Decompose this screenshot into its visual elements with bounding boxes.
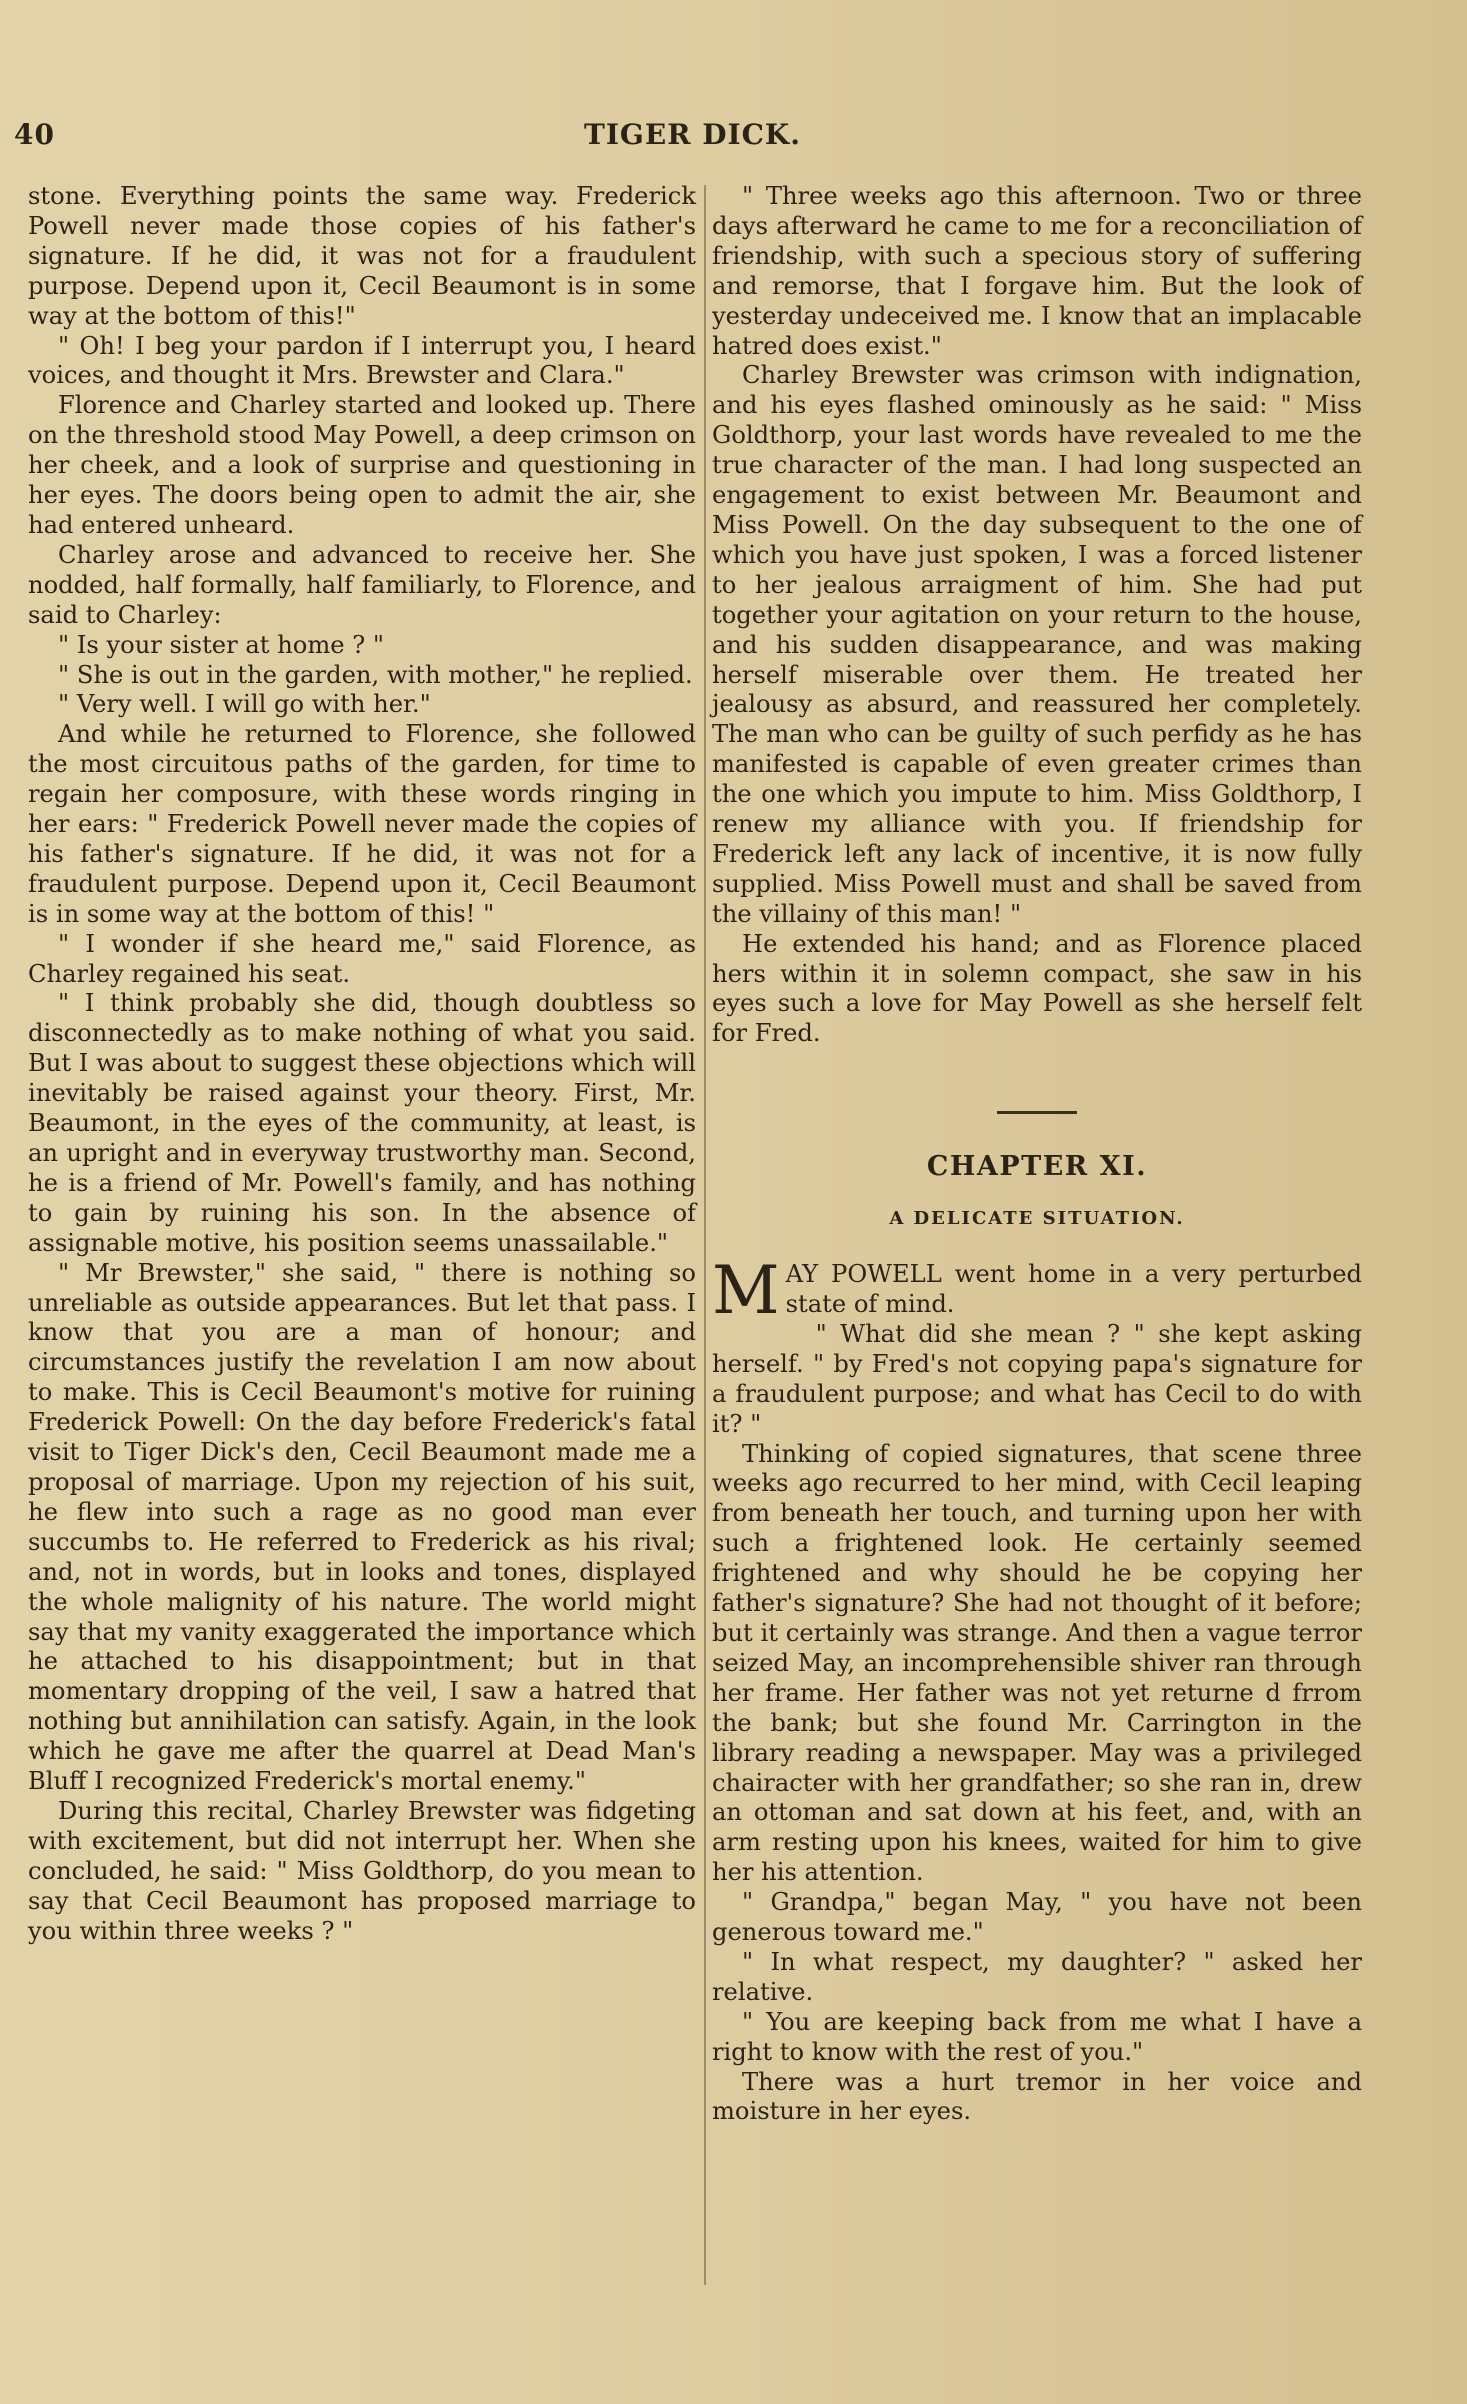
paragraph: " Mr Brewster," she said, " there is nothing so unreliable as outside appearances. But let that pass. I know that you are a man of honour; and circumstances justify the revelation I am now about to make. This is Cecil Beaumont's motive for ruining Frederick Powell: On the day before Frederick's fatal visit to Tiger Dick's den, Cecil Beaumont made me a proposal of marriage. Upon my rejection of his suit, he flew into such a rage as no good man ever succumbs to. He referred to Frederick as his rival; and, not in words, but in looks and tones, displayed the whole malignity of his nature. The world might say that my vanity exaggerated the importance which he attached to his disappointment; but in that momentary dropping of the veil, I saw a hatred that nothing but annihilation can satisfy. Again, in the look which he gave me after the quarrel at Dead Man's Bluff I recognized Frederick's mortal enemy."	[28, 1258, 696, 1796]
paragraph: And while he returned to Florence, she followed the most circuitous paths of the garden, for time to regain her composure, with these words ringing in her ears: " Frederick Powell never made the copies of his father's signature. If he did, it was not for a fraudulent purpose. Depend upon it, Cecil Beaumont is in some way at the bottom of this! "	[28, 720, 696, 928]
chapter-text	[712, 1320, 1362, 2127]
paragraph: " Very well. I will go with her."	[58, 690, 431, 719]
paragraph: Charley arose and advanced to receive her. She nodded, half formally, half familiarly, to Florence, and said to Charley:	[28, 540, 696, 629]
paragraph: There was a hurt tremor in her voice and moisture in her eyes.	[712, 2067, 1362, 2126]
paragraph: " I think probably she did, though doubtless so disconnectedly as to make nothing of what you said. But I was about to suggest these objections which will inevitably be raised against your theory. First, Mr. Beaumont, in the eyes of the community, at least, is an upright and in everyway trustworthy man. Second, he is a friend of Mr. Powell's family, and has nothing to gain by ruining his son. In the absence of assignable motive, his position seems unassailable."	[28, 989, 696, 1257]
page-header	[14, 118, 1434, 158]
paragraph: " She is out in the garden, with mother," he replied.	[58, 660, 693, 689]
paragraph: Charley Brewster was crimson with indignation, and his eyes flashed ominously as he said: " Miss Goldthorp, your last words have revealed to me the true character of the man. I had long suspected an engagement to exist between Mr. Beaumont and Miss Powell. On the day subsequent to the one of which you have just spoken, I was a forced listener to her jealous arraigment of him. She had put together your agitation on your return to the house, and his sudden disappearance, and was making herself miserable over them. He treated her jealousy as absurd, and reassured her completely. The man who can be guilty of such perfidy as he has manifested is capable of even greater crimes than the one which you impute to him. Miss Goldthorp, I renew my alliance with you. If friendship for Frederick left any lack of incentive, it is now fully supplied. Miss Powell must and shall be saved from the villainy of this man! "	[712, 361, 1362, 928]
column-rule	[704, 185, 706, 2285]
paragraph: Thinking of copied signatures, that scene three weeks ago recurred to her mind, with Cecil leaping from beneath her touch, and turning upon her with such a frightened look. He certainly seemed frightened and why should he be copying her father's signature? She had not thought of it before; but it certainly was strange. And then a vague terror seized May, an incomprehensible shiver ran through her frame. Her father was not yet returne d frrom the bank; but she found Mr. Carrington in the library reading a newspaper. May was a privileged chairacter with her grandfather; so she ran in, drew an ottoman and sat down at his feet, and, with an arm resting upon his knees, waited for him to give her his attention.	[712, 1439, 1362, 1887]
right-column-text	[712, 182, 1362, 1049]
paragraph: He extended his hand; and as Florence placed hers within it in solemn compact, she saw in his eyes such a love for May Powell as she herself felt for Fred.	[712, 929, 1362, 1048]
chapter-title: CHAPTER XI.	[926, 1151, 1148, 1183]
paragraph: During this recital, Charley Brewster was fidgeting with excitement, but did not interrupt her. When she concluded, he said: " Miss Goldthorp, do you mean to say that Cecil Beaumont has proposed marriage to you within three weeks ? "	[28, 1796, 696, 1945]
page-number: 40	[14, 118, 55, 151]
paragraph: " Three weeks ago this afternoon. Two or three days afterward he came to me for a reconciliation of friendship, with such a specious story of suffering and remorse, that I forgave him. But the look of yesterday undeceived me. I know that an implacable hatred does exist."	[712, 182, 1362, 360]
paragraph: " In what respect, my daughter? " asked her relative.	[712, 1947, 1362, 2006]
chapter-divider	[997, 1111, 1077, 1114]
chapter-subtitle: A DELICATE SITUATION.	[889, 1208, 1185, 1230]
paragraph: " Grandpa," began May, " you have not been generous toward me."	[712, 1888, 1362, 1947]
paragraph: " I wonder if she heard me," said Florence, as Charley regained his seat.	[28, 929, 696, 988]
paragraph: " Is your sister at home ? "	[58, 630, 385, 659]
running-title: TIGER DICK.	[584, 118, 801, 151]
paragraph: Florence and Charley started and looked up. There on the threshold stood May Powell, a deep crimson on her cheek, and a look of surprise and questioning in her eyes. The doors being open to admit the air, she had entered unheard.	[28, 391, 696, 539]
paragraph: " You are keeping back from me what I have a right to know with the rest of you."	[712, 2007, 1362, 2066]
chapter-opening	[712, 1252, 1362, 1330]
left-column	[28, 182, 696, 1946]
chapter-first-paragraph: AY POWELL went home in a very perturbed state of mind.	[785, 1260, 1362, 1318]
right-column	[712, 182, 1362, 2127]
paragraph: stone. Everything points the same way. Frederick Powell never made those copies of his father's signature. If he did, it was not for a fraudulent purpose. Depend upon it, Cecil Beaumont is in some way at the bottom of this!"	[28, 182, 696, 330]
paragraph: " What did she mean ? " she kept asking herself. " by Fred's not copying papa's signature for a fraudulent purpose; and what has Cecil to do with it? "	[712, 1319, 1362, 1438]
drop-cap: M	[712, 1252, 780, 1330]
paragraph: " Oh! I beg your pardon if I interrupt you, I heard voices, and thought it Mrs. Brewster and Clara."	[28, 331, 696, 390]
